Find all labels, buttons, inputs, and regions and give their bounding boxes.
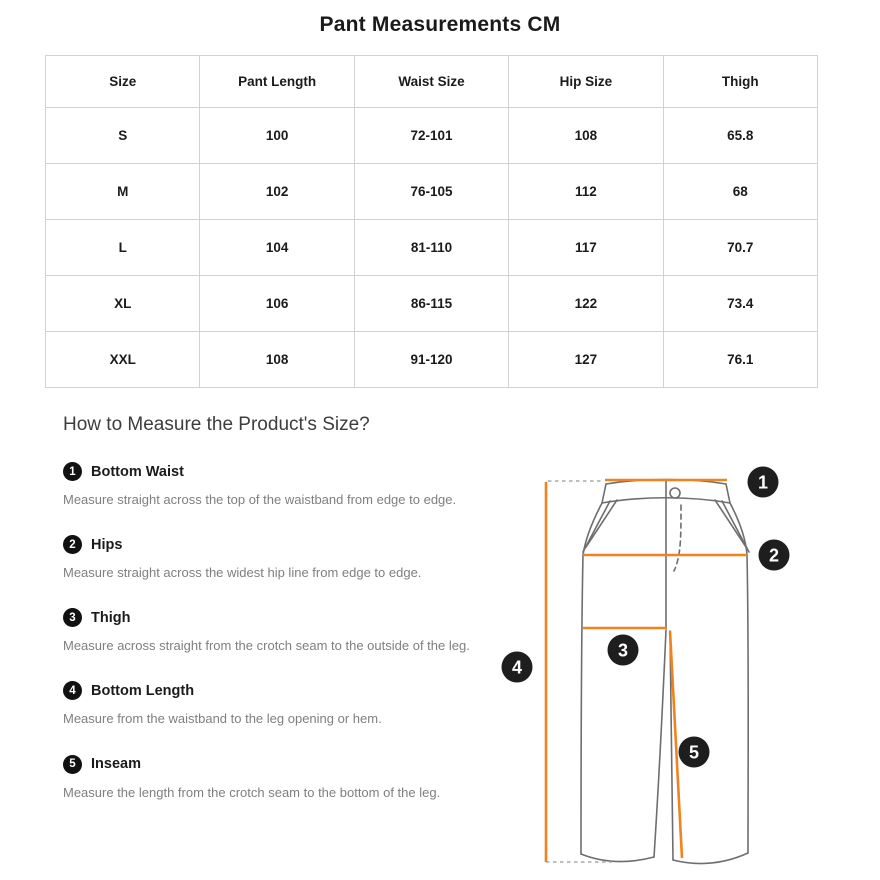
- table-cell: 108: [509, 108, 663, 164]
- table-cell: 127: [509, 332, 663, 388]
- table-cell: 65.8: [663, 108, 817, 164]
- table-cell: 91-120: [354, 332, 508, 388]
- diagram-marker-4: [502, 652, 533, 683]
- table-row-xxl: [46, 332, 818, 388]
- table-cell: 70.7: [663, 220, 817, 276]
- fly-dashed-line: [674, 505, 681, 571]
- step-description: Measure across straight from the crotch seam to the outside of the leg.: [63, 638, 470, 654]
- waist-button-icon: [670, 488, 680, 498]
- table-row-xl: [46, 276, 818, 332]
- table-cell: 100: [200, 108, 354, 164]
- column-header-size: Size: [46, 56, 200, 108]
- step-description: Measure straight across the top of the waistband from edge to edge.: [63, 492, 457, 507]
- diagram-marker-5: [679, 737, 710, 768]
- left-pocket-inner-line: [583, 501, 610, 552]
- size-table: [45, 55, 818, 388]
- step-number-badge: 1: [63, 462, 82, 481]
- table-cell: 112: [509, 164, 663, 220]
- step-thigh: [63, 608, 497, 656]
- right-pocket-line: [715, 500, 746, 547]
- right-leg-hem: [673, 853, 748, 864]
- step-title: Inseam: [91, 756, 141, 773]
- table-row-m: [46, 164, 818, 220]
- table-cell: 68: [663, 164, 817, 220]
- table-header-row: [46, 56, 818, 108]
- step-label-row: [63, 681, 497, 700]
- size-table-body: [46, 108, 818, 388]
- column-header-thigh: Thigh: [663, 56, 817, 108]
- table-cell: 73.4: [663, 276, 817, 332]
- waistband-right-end: [726, 484, 730, 503]
- table-cell: 86-115: [354, 276, 508, 332]
- table-cell: 72-101: [354, 108, 508, 164]
- step-description: Measure from the waistband to the leg opening or hem.: [63, 711, 382, 727]
- table-cell: 106: [200, 276, 354, 332]
- pant-measurement-diagram: [490, 440, 880, 880]
- diagram-marker-2: [759, 540, 790, 571]
- step-inseam: [63, 755, 497, 803]
- step-label-row: [63, 462, 497, 481]
- column-header-hip-size: Hip Size: [509, 56, 663, 108]
- left-inner-seam: [654, 630, 666, 857]
- step-title: Thigh: [91, 609, 131, 626]
- step-title: Bottom Waist: [91, 463, 184, 480]
- left-pocket-line: [586, 500, 617, 547]
- waistband-left-end: [602, 484, 606, 503]
- table-cell: XL: [46, 276, 200, 332]
- table-cell: 117: [509, 220, 663, 276]
- table-cell: 76.1: [663, 332, 817, 388]
- diagram-marker-1: [748, 467, 779, 498]
- table-row-l: [46, 220, 818, 276]
- table-cell: 76-105: [354, 164, 508, 220]
- dashed-guide-lines: [546, 481, 612, 862]
- table-cell: 108: [200, 332, 354, 388]
- diagram-marker-3: [608, 635, 639, 666]
- marker-number: 3: [617, 640, 629, 661]
- size-table-header: [46, 56, 818, 108]
- step-description: Measure the length from the crotch seam to the bottom of the leg.: [63, 784, 441, 800]
- howto-heading: How to Measure the Product's Size?: [63, 414, 370, 435]
- step-bottom-length: [63, 681, 497, 729]
- right-pocket-inner-line: [722, 501, 749, 552]
- page-title: Pant Measurements CM: [319, 13, 561, 36]
- measurement-lines: [546, 480, 747, 862]
- table-cell: S: [46, 108, 200, 164]
- step-number-badge: 3: [63, 608, 82, 627]
- step-bottom-waist: [63, 462, 497, 510]
- step-number-badge: 4: [63, 681, 82, 700]
- pant-outline-drawing: [581, 480, 749, 864]
- table-cell: 104: [200, 220, 354, 276]
- step-number-badge: 5: [63, 755, 82, 774]
- step-number-badge: 2: [63, 535, 82, 554]
- marker-number: 1: [757, 472, 769, 493]
- table-cell: 122: [509, 276, 663, 332]
- left-leg-hem: [581, 854, 654, 862]
- step-hips: [63, 535, 497, 583]
- marker-number: 4: [511, 657, 523, 678]
- step-label-row: [63, 755, 497, 774]
- table-cell: 81-110: [354, 220, 508, 276]
- table-cell: 102: [200, 164, 354, 220]
- step-description: Measure straight across the widest hip line from edge to edge.: [63, 565, 422, 581]
- howto-steps: [63, 462, 497, 803]
- step-title: Bottom Length: [91, 682, 195, 699]
- column-header-waist-size: Waist Size: [354, 56, 508, 108]
- table-cell: XXL: [46, 332, 200, 388]
- marker-number: 2: [768, 545, 780, 566]
- column-header-pant-length: Pant Length: [200, 56, 354, 108]
- table-cell: M: [46, 164, 200, 220]
- step-title: Hips: [91, 536, 123, 553]
- table-cell: L: [46, 220, 200, 276]
- marker-number: 5: [688, 742, 700, 763]
- table-row-s: [46, 108, 818, 164]
- step-label-row: [63, 535, 497, 554]
- step-label-row: [63, 608, 497, 627]
